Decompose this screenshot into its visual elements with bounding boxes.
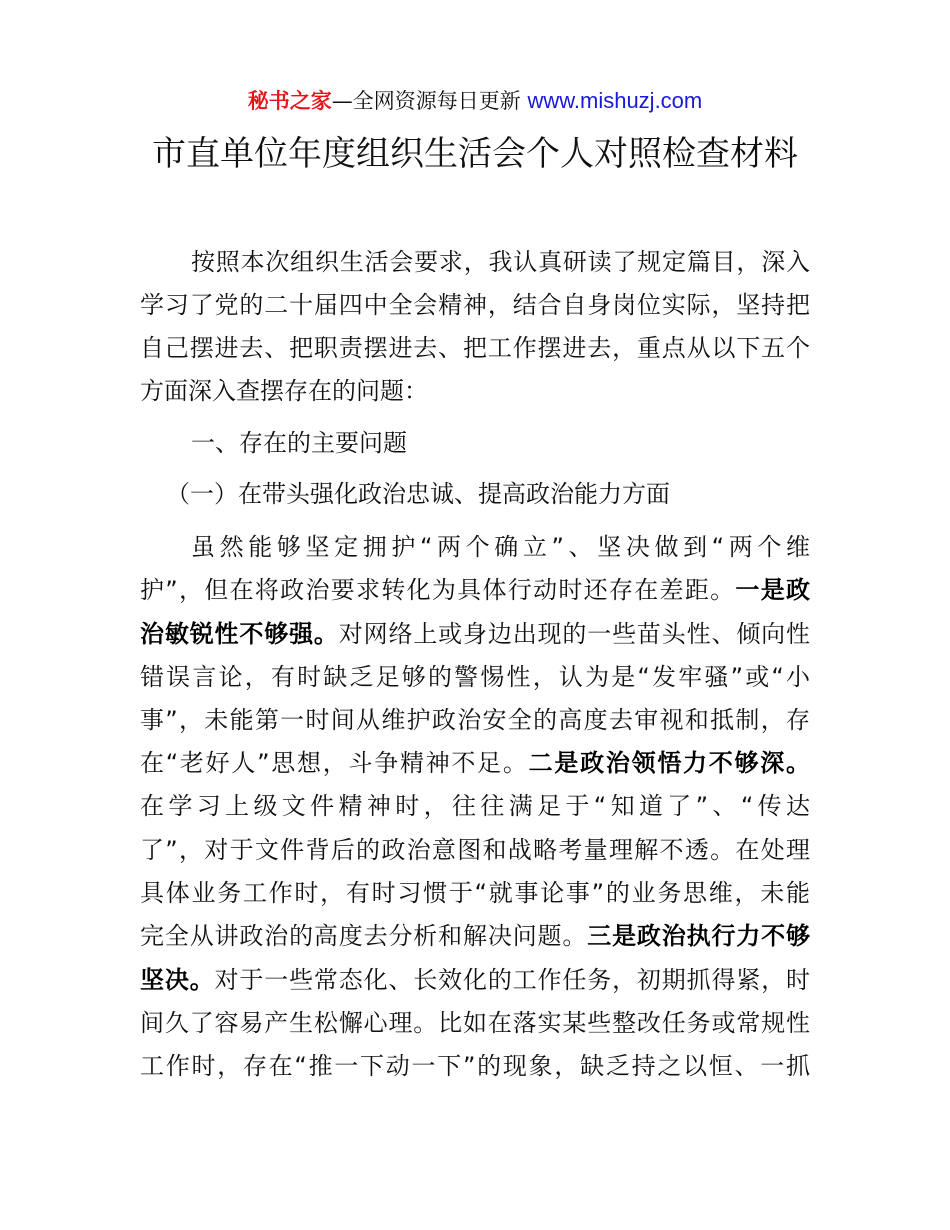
text-segment: 学习了党的二十届四中全会精神，结合自身岗位实际，坚持把: [140, 291, 810, 319]
text-line: [140, 743, 810, 783]
subsection-heading: [166, 474, 810, 514]
site-header: [0, 86, 950, 116]
text-line: [140, 786, 810, 826]
text-line: [140, 960, 810, 1000]
text-line: [140, 916, 810, 956]
text-line: [140, 1046, 810, 1086]
text-line: [140, 700, 810, 740]
bold-key-point: 一是政: [735, 576, 811, 604]
text-segment: 方面深入查摆存在的问题：: [140, 377, 428, 405]
paragraph-intro-line: [191, 242, 810, 282]
text-segment: 具体业务工作时，有时习惯于“就事论事”的业务思维，未能: [140, 879, 810, 907]
text-segment: 完全从讲政治的高度去分析和解决问题。: [140, 922, 588, 950]
text-segment: 错误言论，有时缺乏足够的警惕性，认为是“发牢骚”或“小: [140, 663, 810, 691]
bold-key-point: 坚决。: [140, 966, 215, 994]
text-segment: 在学习上级文件精神时，往往满足于“知道了”、“传达: [140, 792, 810, 820]
text-segment: 虽然能够坚定拥护“两个确立”、坚决做到“两个维: [191, 533, 810, 561]
header-tagline: —全网资源每日更新: [331, 89, 521, 113]
text-line: [140, 285, 810, 325]
bold-key-point: 二是政治领悟力不够深。: [528, 749, 810, 777]
text-line: [140, 873, 810, 913]
text-segment: 间久了容易产生松懈心理。比如在落实某些整改任务或常规性: [140, 1009, 810, 1037]
text-segment: 自己摆进去、把职责摆进去、把工作摆进去，重点从以下五个: [140, 334, 810, 362]
bold-key-point: 三是政治执行力不够: [587, 922, 811, 950]
text-line: [140, 371, 810, 411]
text-line: [140, 1003, 810, 1043]
brand-name: 秘书之家: [247, 89, 332, 113]
document-title: 市直单位年度组织生活会个人对照检查材料: [152, 134, 798, 174]
text-line: [140, 830, 810, 870]
text-line: [140, 328, 810, 368]
text-segment: 在“老好人”思想，斗争精神不足。: [140, 749, 529, 777]
section-heading: [191, 423, 810, 463]
bold-key-point: 治敏锐性不够强。: [140, 620, 339, 648]
site-url-link[interactable]: www.mishuzj.com: [527, 88, 703, 113]
text-line: [191, 527, 810, 567]
text-line: [140, 614, 810, 654]
text-segment: 工作时，存在“推一下动一下”的现象，缺乏持之以恒、一抓: [140, 1052, 810, 1080]
text-segment: 护”，但在将政治要求转化为具体行动时还存在差距。: [140, 576, 736, 604]
text-segment: 按照本次组织生活会要求，我认真研读了规定篇目，深入: [191, 248, 810, 276]
text-segment: 事”，未能第一时间从维护政治安全的高度去审视和抵制，存: [140, 706, 810, 734]
text-segment: 对于一些常态化、长效化的工作任务，初期抓得紧，时: [214, 966, 811, 994]
text-segment: 一、存在的主要问题: [191, 429, 407, 457]
text-segment: （一）在带头强化政治忠诚、提高政治能力方面: [166, 480, 670, 508]
text-segment: 对网络上或身边出现的一些苗头性、倾向性: [338, 620, 811, 648]
text-line: [140, 657, 810, 697]
text-line: [140, 570, 810, 610]
text-segment: 了”，对于文件背后的政治意图和战略考量理解不透。在处理: [140, 836, 810, 864]
